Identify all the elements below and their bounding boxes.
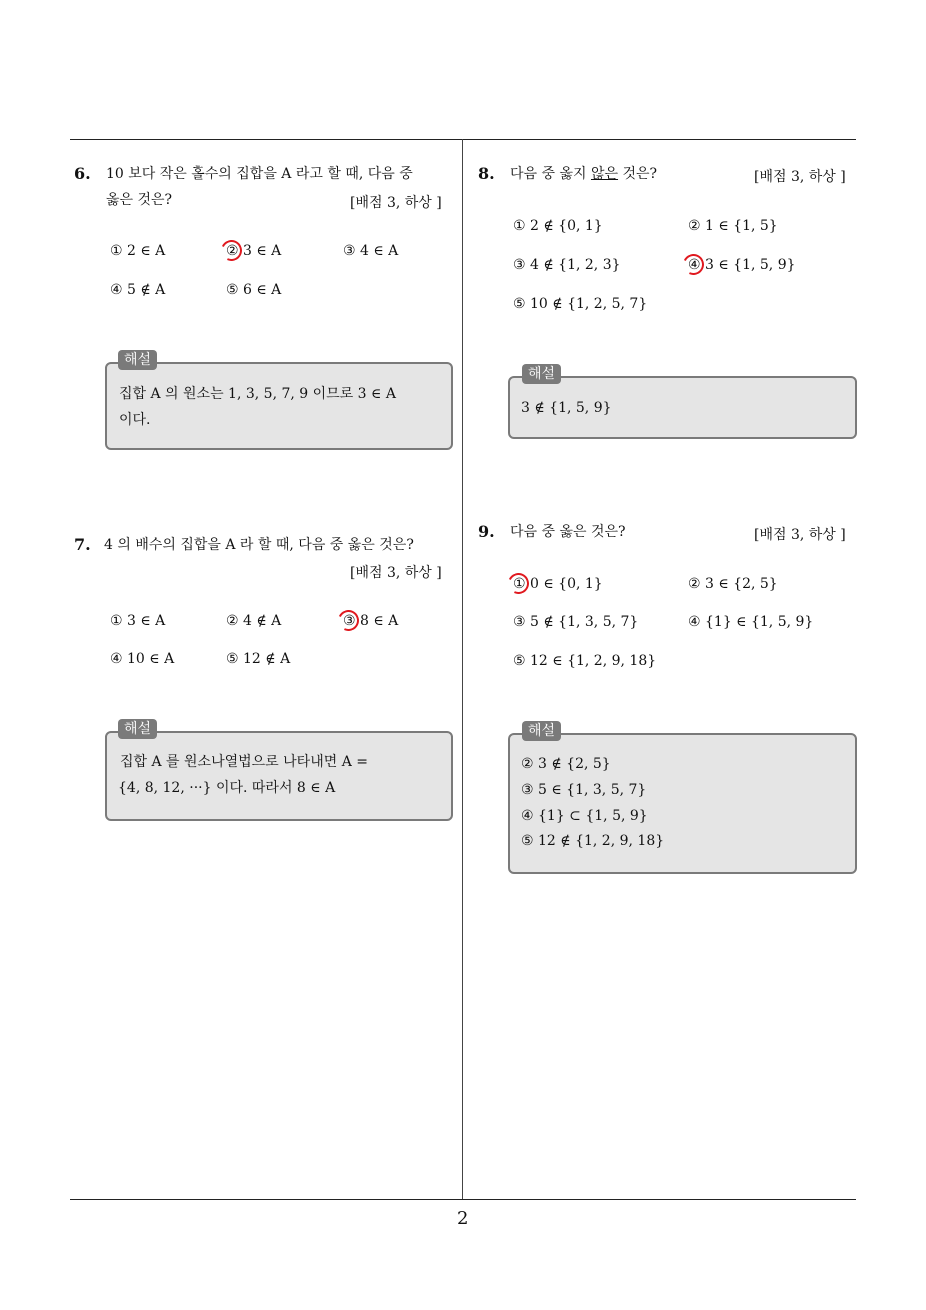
question-text-line1: 다음 중 옳은 것은? — [510, 524, 626, 540]
points-label: [배점 3, 하상 ] — [350, 195, 442, 211]
option-5[interactable]: ⑤ 6 ∈ A — [226, 282, 282, 298]
question-text-line1 — [510, 161, 657, 187]
option-3[interactable]: ③ 8 ∈ A — [343, 613, 399, 629]
option-2[interactable]: ② 3 ∈ {2, 5} — [688, 576, 778, 592]
solution-text-line1: 3 ∉ {1, 5, 9} — [521, 400, 612, 416]
question-number: 8. — [478, 164, 495, 183]
question-text-line2: 옳은 것은? — [106, 192, 173, 208]
option-1[interactable]: ① 2 ∈ A — [110, 243, 166, 259]
solution-text-line2: ③ 5 ∈ {1, 3, 5, 7} — [521, 782, 647, 798]
option-5[interactable]: ⑤ 12 ∉ A — [226, 651, 291, 667]
option-2[interactable]: ② 1 ∈ {1, 5} — [688, 218, 778, 234]
option-3[interactable]: ③ 4 ∈ A — [343, 243, 399, 259]
option-4[interactable]: ④ 3 ∈ {1, 5, 9} — [688, 257, 796, 273]
question-text-part: 다음 중 옳지 — [510, 166, 591, 182]
points-label: [배점 3, 하상 ] — [754, 169, 846, 185]
question-text-underlined: 않은 — [590, 166, 619, 182]
solution-text-line2: 이다. — [119, 412, 151, 428]
points-label: [배점 3, 하상 ] — [754, 527, 846, 543]
solution-text-line1: ② 3 ∉ {2, 5} — [521, 756, 611, 772]
points-label: [배점 3, 하상 ] — [350, 565, 442, 581]
question-number: 7. — [74, 535, 91, 554]
option-4[interactable]: ④ 5 ∉ A — [110, 282, 166, 298]
top-rule — [70, 139, 856, 140]
solution-text-line4: ⑤ 12 ∉ {1, 2, 9, 18} — [521, 833, 665, 849]
column-divider — [462, 139, 463, 1200]
question-text-line1: 10 보다 작은 홀수의 집합을 A 라고 할 때, 다음 중 — [106, 166, 413, 182]
option-3[interactable]: ③ 4 ∉ {1, 2, 3} — [513, 257, 621, 273]
question-text-line1: 4 의 배수의 집합을 A 라 할 때, 다음 중 옳은 것은? — [104, 537, 414, 553]
solution-text-line2: {4, 8, 12, ···} 이다. 따라서 8 ∈ A — [118, 780, 336, 796]
option-1[interactable]: ① 2 ∉ {0, 1} — [513, 218, 603, 234]
option-3[interactable]: ③ 5 ∉ {1, 3, 5, 7} — [513, 614, 639, 630]
question-number: 9. — [478, 522, 495, 541]
question-text-part: 것은? — [618, 166, 658, 182]
solution-text-line1: 집합 A 를 원소나열법으로 나타내면 A = — [120, 754, 368, 770]
option-5[interactable]: ⑤ 12 ∈ {1, 2, 9, 18} — [513, 653, 657, 669]
option-1[interactable]: ① 3 ∈ A — [110, 613, 166, 629]
solution-tag: 해설 — [118, 719, 157, 739]
option-1[interactable]: ① 0 ∈ {0, 1} — [513, 576, 603, 592]
question-number: 6. — [74, 164, 91, 183]
option-2[interactable]: ② 3 ∈ A — [226, 243, 282, 259]
solution-text-line1: 집합 A 의 원소는 1, 3, 5, 7, 9 이므로 3 ∈ A — [119, 386, 396, 402]
solution-tag: 해설 — [522, 364, 561, 384]
page-number: 2 — [457, 1208, 469, 1229]
option-5[interactable]: ⑤ 10 ∉ {1, 2, 5, 7} — [513, 296, 648, 312]
solution-tag: 해설 — [522, 721, 561, 741]
option-4[interactable]: ④ 10 ∈ A — [110, 651, 175, 667]
option-2[interactable]: ② 4 ∉ A — [226, 613, 282, 629]
option-4[interactable]: ④ {1} ∈ {1, 5, 9} — [688, 614, 814, 630]
solution-tag: 해설 — [118, 350, 157, 370]
solution-text-line3: ④ {1} ⊂ {1, 5, 9} — [521, 808, 648, 824]
bottom-rule — [70, 1199, 856, 1200]
